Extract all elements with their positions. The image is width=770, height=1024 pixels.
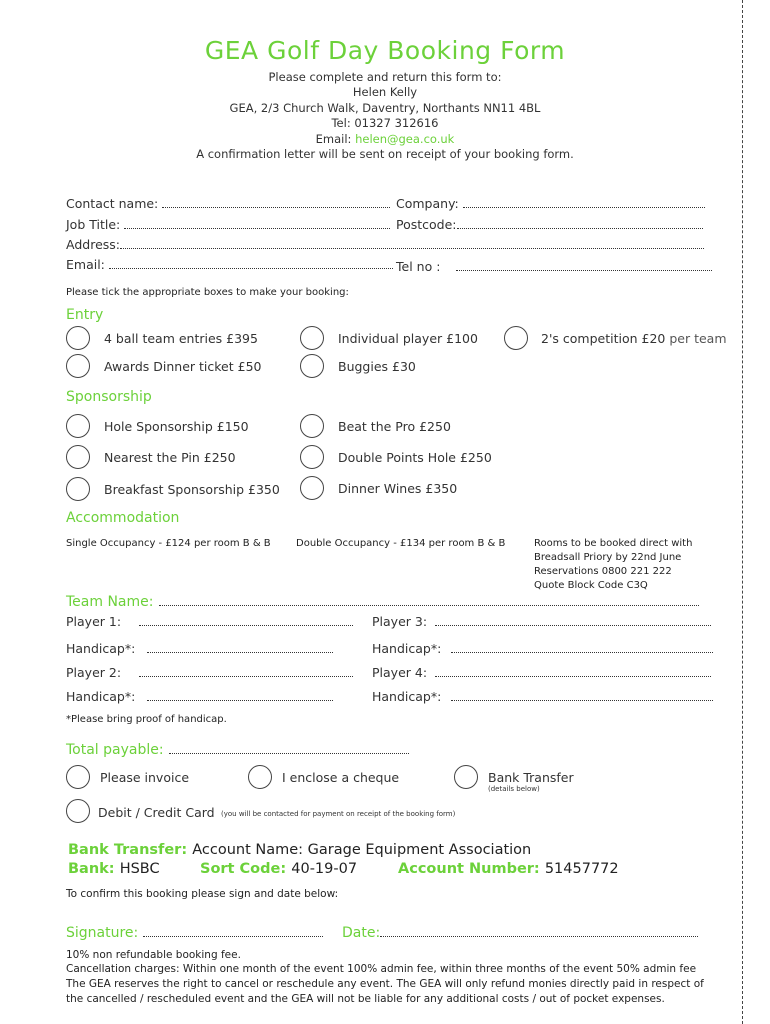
nearest-pin-label: Nearest the Pin £250 bbox=[104, 450, 236, 465]
dinner-wines-checkbox[interactable] bbox=[300, 476, 324, 500]
date-line[interactable] bbox=[380, 927, 698, 937]
entry-2s-text: 2's competition £20 bbox=[541, 331, 666, 346]
handicap4-label: Handicap*: bbox=[372, 689, 442, 704]
card-label: Debit / Credit Card bbox=[98, 805, 215, 820]
player1-line[interactable] bbox=[139, 616, 353, 626]
player3-field[interactable] bbox=[372, 614, 711, 629]
bank-transfer-checkbox[interactable] bbox=[454, 765, 478, 789]
signature-label: Signature: bbox=[66, 925, 139, 941]
entry-buggies-label: Buggies £30 bbox=[338, 359, 416, 374]
address-label: Address: bbox=[66, 237, 120, 252]
bank-transfer-heading: Bank Transfer: bbox=[68, 842, 188, 858]
player1-field[interactable] bbox=[66, 614, 353, 629]
handicap1-label: Handicap*: bbox=[66, 641, 136, 656]
handicap-proof-note: *Please bring proof of handicap. bbox=[66, 714, 227, 725]
team-name-field[interactable] bbox=[66, 591, 699, 610]
entry-buggies-checkbox[interactable] bbox=[300, 354, 324, 378]
handicap3-label: Handicap*: bbox=[372, 641, 442, 656]
hole-sponsorship-checkbox[interactable] bbox=[66, 414, 90, 438]
handicap3-field[interactable] bbox=[372, 641, 713, 656]
sponsorship-heading: Sponsorship bbox=[66, 389, 152, 405]
breakfast-sponsorship-checkbox[interactable] bbox=[66, 477, 90, 501]
team-name-line[interactable] bbox=[159, 596, 699, 606]
total-payable-field[interactable] bbox=[66, 739, 409, 758]
player4-label: Player 4: bbox=[372, 665, 428, 680]
tel-field[interactable] bbox=[396, 259, 712, 274]
sort-code-value: 40-19-07 bbox=[291, 861, 358, 877]
date-label: Date: bbox=[342, 925, 381, 941]
dinner-wines-label: Dinner Wines £350 bbox=[338, 481, 458, 496]
handicap3-line[interactable] bbox=[451, 643, 713, 653]
player4-field[interactable] bbox=[372, 665, 711, 680]
contact-email-row bbox=[0, 132, 770, 146]
bank-transfer-label: Bank Transfer bbox=[488, 770, 574, 785]
terms-line-3: The GEA reserves the right to cancel or reschedule any event. The GEA will only refund monies directly paid in respect of bbox=[66, 978, 704, 990]
handicap2-line[interactable] bbox=[147, 691, 333, 701]
email-field-label: Email: bbox=[66, 257, 105, 272]
contact-tel: Tel: 01327 312616 bbox=[331, 116, 439, 130]
email-line[interactable] bbox=[109, 259, 393, 269]
company-field[interactable] bbox=[396, 196, 705, 211]
contact-person: Helen Kelly bbox=[352, 85, 418, 99]
terms-line-2: Cancellation charges: Within one month of the event 100% admin fee, within three months of the event 50% admin fee bbox=[66, 963, 697, 975]
beat-pro-label: Beat the Pro £250 bbox=[338, 419, 451, 434]
entry-dinner-label: Awards Dinner ticket £50 bbox=[104, 359, 262, 374]
page-title: GEA Golf Day Booking Form bbox=[204, 36, 566, 65]
bank-row bbox=[68, 858, 160, 877]
job-title-field[interactable] bbox=[66, 217, 390, 232]
entry-individual-label: Individual player £100 bbox=[338, 331, 478, 346]
entry-heading: Entry bbox=[66, 307, 104, 323]
handicap1-field[interactable] bbox=[66, 641, 333, 656]
player2-label: Player 2: bbox=[66, 665, 122, 680]
bank-label: Bank: bbox=[68, 861, 115, 877]
contact-address: GEA, 2/3 Church Walk, Daventry, Northants NN11 4BL bbox=[229, 101, 541, 115]
job-title-label: Job Title: bbox=[66, 217, 121, 232]
tel-line[interactable] bbox=[456, 261, 712, 271]
handicap1-line[interactable] bbox=[147, 643, 333, 653]
rooms-note-1: Rooms to be booked direct with bbox=[534, 538, 693, 549]
handicap2-field[interactable] bbox=[66, 689, 333, 704]
account-number-row bbox=[398, 858, 619, 877]
hole-sponsorship-label: Hole Sponsorship £150 bbox=[104, 419, 249, 434]
bank-transfer-row bbox=[68, 839, 531, 858]
confirm-note: A confirmation letter will be sent on receipt of your booking form. bbox=[196, 147, 574, 161]
team-name-label: Team Name: bbox=[66, 594, 154, 610]
job-title-line[interactable] bbox=[124, 219, 390, 229]
handicap2-label: Handicap*: bbox=[66, 689, 136, 704]
total-payable-line[interactable] bbox=[169, 744, 409, 754]
address-line[interactable] bbox=[120, 239, 704, 249]
entry-2s-label bbox=[541, 331, 727, 346]
account-number-label: Account Number: bbox=[398, 861, 540, 877]
cheque-checkbox[interactable] bbox=[248, 765, 272, 789]
card-note: (you will be contacted for payment on receipt of the booking form) bbox=[221, 810, 456, 818]
breakfast-sponsorship-label: Breakfast Sponsorship £350 bbox=[104, 482, 280, 497]
handicap4-field[interactable] bbox=[372, 689, 713, 704]
bank-transfer-note: (details below) bbox=[488, 785, 540, 793]
postcode-line[interactable] bbox=[457, 219, 703, 229]
invoice-label: Please invoice bbox=[100, 770, 190, 785]
account-name: Account Name: Garage Equipment Association bbox=[192, 842, 532, 858]
accommodation-heading: Accommodation bbox=[66, 510, 180, 526]
terms-line-1: 10% non refundable booking fee. bbox=[66, 949, 241, 961]
player2-field[interactable] bbox=[66, 665, 353, 680]
player4-line[interactable] bbox=[435, 667, 711, 677]
email-link[interactable]: helen@gea.co.uk bbox=[355, 132, 455, 146]
double-points-label: Double Points Hole £250 bbox=[338, 450, 492, 465]
rooms-note-4: Quote Block Code C3Q bbox=[534, 580, 648, 591]
tel-label: Tel no : bbox=[396, 259, 441, 274]
signature-field[interactable] bbox=[66, 922, 323, 941]
player3-label: Player 3: bbox=[372, 614, 428, 629]
card-checkbox[interactable] bbox=[66, 799, 90, 823]
rooms-note-3: Reservations 0800 221 222 bbox=[534, 566, 672, 577]
entry-2s-checkbox[interactable] bbox=[504, 326, 528, 350]
entry-4ball-checkbox[interactable] bbox=[66, 326, 90, 350]
postcode-label: Postcode: bbox=[396, 217, 457, 232]
total-payable-label: Total payable: bbox=[66, 742, 164, 758]
entry-4ball-label: 4 ball team entries £395 bbox=[104, 331, 258, 346]
rooms-note-2: Breadsall Priory by 22nd June bbox=[534, 552, 682, 563]
nearest-pin-checkbox[interactable] bbox=[66, 445, 90, 469]
postcode-field[interactable] bbox=[396, 217, 703, 232]
entry-2s-suffix: per team bbox=[665, 331, 727, 346]
sort-code-label: Sort Code: bbox=[200, 861, 287, 877]
email-label: Email: bbox=[315, 132, 356, 146]
sign-confirm-note: To confirm this booking please sign and date below: bbox=[66, 888, 339, 900]
company-label: Company: bbox=[396, 196, 459, 211]
entry-individual-checkbox[interactable] bbox=[300, 326, 324, 350]
player1-label: Player 1: bbox=[66, 614, 122, 629]
player2-line[interactable] bbox=[139, 667, 353, 677]
double-points-checkbox[interactable] bbox=[300, 445, 324, 469]
signature-line[interactable] bbox=[143, 927, 323, 937]
email-field[interactable] bbox=[66, 257, 393, 272]
address-field[interactable] bbox=[66, 237, 704, 252]
contact-name-line[interactable] bbox=[162, 198, 390, 208]
invoice-checkbox[interactable] bbox=[66, 765, 90, 789]
entry-dinner-checkbox[interactable] bbox=[66, 354, 90, 378]
double-occupancy: Double Occupancy - £134 per room B & B bbox=[296, 538, 506, 549]
single-occupancy: Single Occupancy - £124 per room B & B bbox=[66, 538, 271, 549]
intro-line: Please complete and return this form to: bbox=[268, 70, 502, 84]
contact-name-label: Contact name: bbox=[66, 196, 159, 211]
date-field[interactable] bbox=[342, 922, 698, 941]
tick-note: Please tick the appropriate boxes to make your booking: bbox=[66, 287, 349, 298]
company-line[interactable] bbox=[463, 198, 705, 208]
bank-value: HSBC bbox=[119, 861, 160, 877]
beat-pro-checkbox[interactable] bbox=[300, 414, 324, 438]
contact-name-field[interactable] bbox=[66, 196, 390, 211]
account-number-value: 51457772 bbox=[544, 861, 619, 877]
player3-line[interactable] bbox=[435, 616, 711, 626]
terms-line-4: the cancelled / rescheduled event and the GEA will not be liable for any additional costs / out of pocket expenses. bbox=[66, 993, 665, 1005]
cheque-label: I enclose a cheque bbox=[282, 770, 400, 785]
handicap4-line[interactable] bbox=[451, 691, 713, 701]
sort-code-row bbox=[200, 858, 357, 877]
